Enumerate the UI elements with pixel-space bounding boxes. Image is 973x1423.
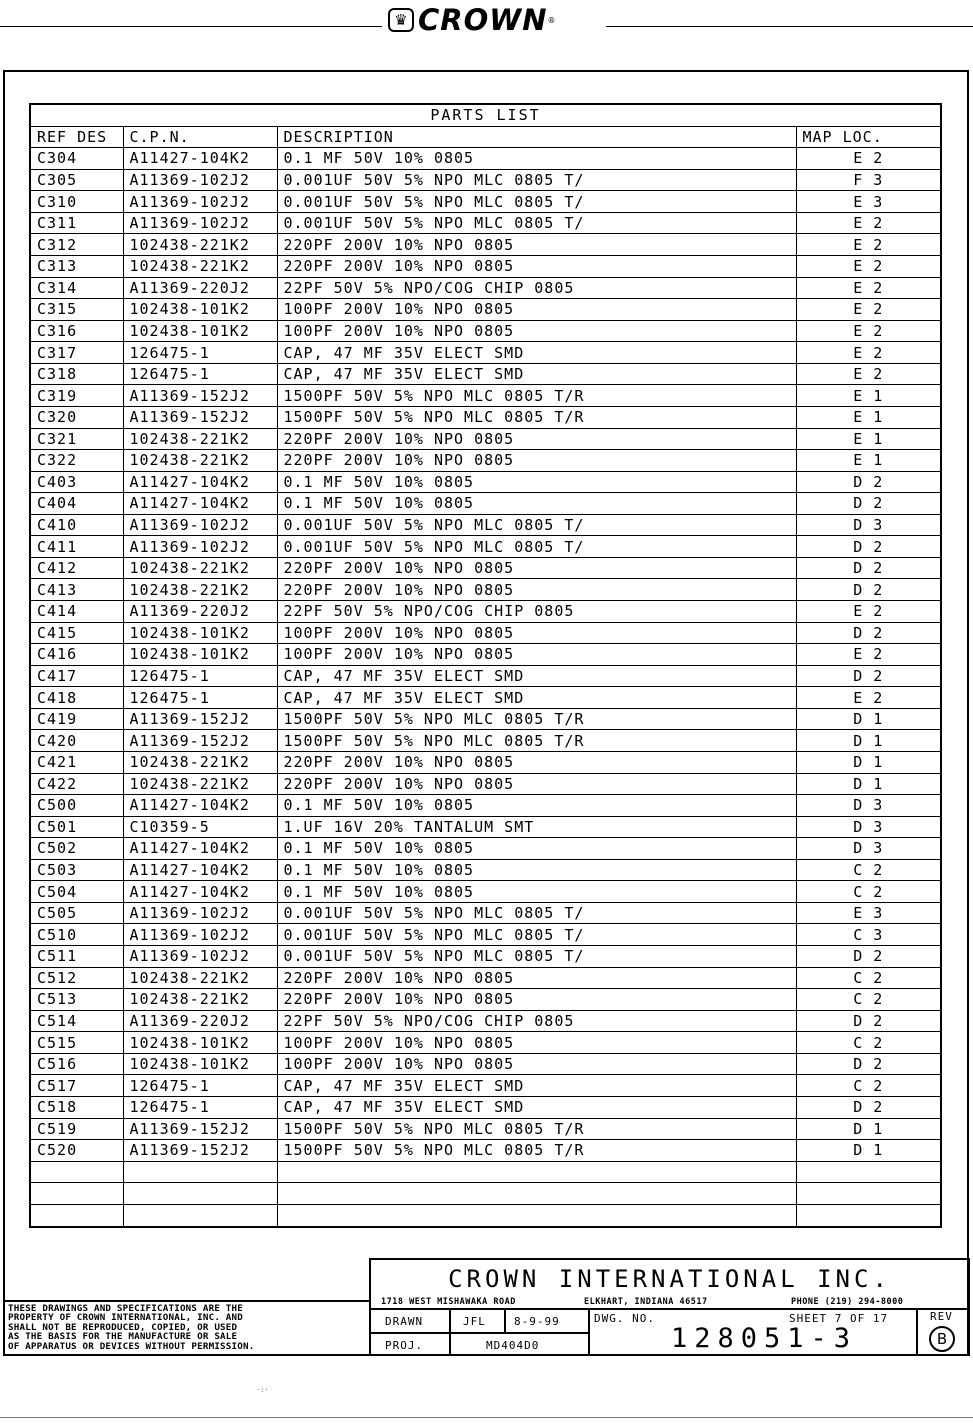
ref-des-cell: C511 — [30, 946, 123, 968]
description-cell: 0.1 MF 50V 10% 0805 — [277, 881, 796, 903]
ref-des-cell: C305 — [30, 169, 123, 191]
description-cell: 0.1 MF 50V 10% 0805 — [277, 795, 796, 817]
table-row — [30, 1096, 941, 1118]
map-loc-cell: D 3 — [796, 514, 941, 536]
table-row — [30, 601, 941, 623]
ref-des-cell: C313 — [30, 256, 123, 278]
description-cell: 100PF 200V 10% NPO 0805 — [277, 320, 796, 342]
cpn-cell: A11369-220J2 — [123, 1010, 277, 1032]
table-row — [30, 665, 941, 687]
disclaimer-rule — [3, 1300, 370, 1302]
ref-des-cell: C318 — [30, 363, 123, 385]
map-loc-cell: C 2 — [796, 859, 941, 881]
company-phone: PHONE (219) 294-8000 — [791, 1297, 904, 1307]
cpn-cell: A11369-102J2 — [123, 514, 277, 536]
ref-des-cell: C312 — [30, 234, 123, 256]
description-cell: 220PF 200V 10% NPO 0805 — [277, 428, 796, 450]
table-row — [30, 536, 941, 558]
description-cell: 1500PF 50V 5% NPO MLC 0805 T/R — [277, 708, 796, 730]
table-row — [30, 342, 941, 364]
column-header-cpn: C.P.N. — [123, 126, 277, 148]
parts-list-table — [29, 103, 942, 1228]
empty-table-row — [30, 1183, 941, 1205]
empty-cell — [796, 1204, 941, 1227]
empty-cell — [277, 1204, 796, 1227]
cpn-cell: 102438-101K2 — [123, 622, 277, 644]
cpn-cell: A11369-152J2 — [123, 406, 277, 428]
description-cell: 0.1 MF 50V 10% 0805 — [277, 838, 796, 860]
cpn-cell: A11427-104K2 — [123, 471, 277, 493]
table-row — [30, 838, 941, 860]
ref-des-cell: C404 — [30, 493, 123, 515]
empty-cell — [123, 1161, 277, 1183]
map-loc-cell: E 2 — [796, 299, 941, 321]
cpn-cell: A11427-104K2 — [123, 881, 277, 903]
description-cell: 220PF 200V 10% NPO 0805 — [277, 773, 796, 795]
disclaimer-line: PROPERTY OF CROWN INTERNATIONAL, INC. AND — [8, 1312, 243, 1324]
disclaimer-text — [8, 1304, 370, 1351]
company-city: ELKHART, INDIANA 46517 — [584, 1297, 708, 1307]
ref-des-cell: C410 — [30, 514, 123, 536]
map-loc-cell: D 3 — [796, 795, 941, 817]
map-loc-cell: E 2 — [796, 234, 941, 256]
ref-des-cell: C311 — [30, 212, 123, 234]
title-block-divider — [588, 1308, 590, 1356]
empty-table-row — [30, 1204, 941, 1227]
table-row — [30, 191, 941, 213]
ref-des-cell: C517 — [30, 1075, 123, 1097]
map-loc-cell: D 2 — [796, 622, 941, 644]
table-title-row — [30, 104, 941, 126]
map-loc-cell: E 3 — [796, 902, 941, 924]
empty-cell — [30, 1161, 123, 1183]
description-cell: 100PF 200V 10% NPO 0805 — [277, 644, 796, 666]
map-loc-cell: D 2 — [796, 471, 941, 493]
cpn-cell: A11369-102J2 — [123, 924, 277, 946]
ref-des-cell: C418 — [30, 687, 123, 709]
registered-mark: ® — [547, 15, 556, 25]
drawn-by: JFL — [463, 1315, 486, 1328]
map-loc-cell: C 2 — [796, 881, 941, 903]
ref-des-cell: C315 — [30, 299, 123, 321]
table-row — [30, 579, 941, 601]
map-loc-cell: C 2 — [796, 1075, 941, 1097]
page-bottom-rule — [0, 1417, 973, 1418]
cpn-cell: 126475-1 — [123, 363, 277, 385]
ref-des-cell: C513 — [30, 989, 123, 1011]
cpn-cell: A11369-152J2 — [123, 385, 277, 407]
description-cell: 0.1 MF 50V 10% 0805 — [277, 471, 796, 493]
title-block-divider — [449, 1308, 451, 1356]
table-row — [30, 148, 941, 170]
map-loc-cell: E 2 — [796, 644, 941, 666]
map-loc-cell: C 2 — [796, 1032, 941, 1054]
cpn-cell: 126475-1 — [123, 687, 277, 709]
table-row — [30, 881, 941, 903]
map-loc-cell: E 2 — [796, 277, 941, 299]
ref-des-cell: C422 — [30, 773, 123, 795]
description-cell: 22PF 50V 5% NPO/COG CHIP 0805 — [277, 1010, 796, 1032]
map-loc-cell: D 1 — [796, 730, 941, 752]
column-header-ref-des: REF DES — [30, 126, 123, 148]
company-name: CROWN INTERNATIONAL INC. — [448, 1265, 891, 1293]
empty-cell — [796, 1161, 941, 1183]
scan-artifact: ·:· — [256, 1386, 269, 1394]
disclaimer-line: THESE DRAWINGS AND SPECIFICATIONS ARE THE — [8, 1303, 243, 1314]
table-row — [30, 1118, 941, 1140]
map-loc-cell: D 2 — [796, 1096, 941, 1118]
title-block-divider — [371, 1308, 968, 1310]
ref-des-cell: C516 — [30, 1053, 123, 1075]
header-rule-right — [606, 26, 973, 27]
empty-cell — [277, 1183, 796, 1205]
table-row — [30, 471, 941, 493]
map-loc-cell: D 2 — [796, 1053, 941, 1075]
cpn-cell: 102438-101K2 — [123, 299, 277, 321]
table-row — [30, 385, 941, 407]
map-loc-cell: D 2 — [796, 946, 941, 968]
description-cell: 1.UF 16V 20% TANTALUM SMT — [277, 816, 796, 838]
ref-des-cell: C416 — [30, 644, 123, 666]
map-loc-cell: E 1 — [796, 385, 941, 407]
table-row — [30, 902, 941, 924]
cpn-cell: A11369-102J2 — [123, 536, 277, 558]
map-loc-cell: E 1 — [796, 406, 941, 428]
cpn-cell: 102438-221K2 — [123, 579, 277, 601]
ref-des-cell: C415 — [30, 622, 123, 644]
description-cell: 0.001UF 50V 5% NPO MLC 0805 T/ — [277, 924, 796, 946]
table-row — [30, 406, 941, 428]
cpn-cell: A11369-152J2 — [123, 1140, 277, 1162]
cpn-cell: 102438-221K2 — [123, 234, 277, 256]
map-loc-cell: D 1 — [796, 708, 941, 730]
description-cell: CAP, 47 MF 35V ELECT SMD — [277, 1075, 796, 1097]
drawn-label: DRAWN — [385, 1315, 424, 1328]
cpn-cell: A11369-220J2 — [123, 601, 277, 623]
cpn-cell: C10359-5 — [123, 816, 277, 838]
ref-des-cell: C512 — [30, 967, 123, 989]
rev-letter: B — [929, 1326, 955, 1352]
map-loc-cell: D 2 — [796, 493, 941, 515]
drawn-date: 8-9-99 — [514, 1315, 560, 1328]
map-loc-cell: C 2 — [796, 967, 941, 989]
ref-des-cell: C421 — [30, 751, 123, 773]
cpn-cell: A11427-104K2 — [123, 493, 277, 515]
ref-des-cell: C411 — [30, 536, 123, 558]
table-row — [30, 687, 941, 709]
map-loc-cell: C 2 — [796, 989, 941, 1011]
table-row — [30, 859, 941, 881]
table-row — [30, 924, 941, 946]
ref-des-cell: C316 — [30, 320, 123, 342]
proj-label: PROJ. — [385, 1339, 424, 1352]
description-cell: 220PF 200V 10% NPO 0805 — [277, 579, 796, 601]
cpn-cell: A11369-152J2 — [123, 1118, 277, 1140]
ref-des-cell: C413 — [30, 579, 123, 601]
ref-des-cell: C320 — [30, 406, 123, 428]
ref-des-cell: C514 — [30, 1010, 123, 1032]
description-cell: 100PF 200V 10% NPO 0805 — [277, 1053, 796, 1075]
ref-des-cell: C519 — [30, 1118, 123, 1140]
map-loc-cell: D 2 — [796, 665, 941, 687]
table-header-row — [30, 126, 941, 148]
ref-des-cell: C322 — [30, 450, 123, 472]
map-loc-cell: D 3 — [796, 816, 941, 838]
description-cell: 1500PF 50V 5% NPO MLC 0805 T/R — [277, 385, 796, 407]
table-row — [30, 1075, 941, 1097]
ref-des-cell: C500 — [30, 795, 123, 817]
empty-cell — [277, 1161, 796, 1183]
title-block-divider — [371, 1332, 589, 1334]
empty-cell — [123, 1204, 277, 1227]
ref-des-cell: C314 — [30, 277, 123, 299]
description-cell: 0.001UF 50V 5% NPO MLC 0805 T/ — [277, 514, 796, 536]
map-loc-cell: E 2 — [796, 687, 941, 709]
cpn-cell: A11369-102J2 — [123, 169, 277, 191]
empty-cell — [123, 1183, 277, 1205]
ref-des-cell: C419 — [30, 708, 123, 730]
table-row — [30, 493, 941, 515]
table-row — [30, 234, 941, 256]
map-loc-cell: E 2 — [796, 148, 941, 170]
map-loc-cell: E 2 — [796, 601, 941, 623]
description-cell: 220PF 200V 10% NPO 0805 — [277, 234, 796, 256]
cpn-cell: 102438-221K2 — [123, 989, 277, 1011]
description-cell: 0.1 MF 50V 10% 0805 — [277, 859, 796, 881]
map-loc-cell: E 1 — [796, 428, 941, 450]
map-loc-cell: D 2 — [796, 557, 941, 579]
table-row — [30, 363, 941, 385]
map-loc-cell: E 2 — [796, 256, 941, 278]
table-row — [30, 989, 941, 1011]
cpn-cell: 102438-221K2 — [123, 967, 277, 989]
map-loc-cell: E 2 — [796, 212, 941, 234]
map-loc-cell: D 2 — [796, 536, 941, 558]
description-cell: 1500PF 50V 5% NPO MLC 0805 T/R — [277, 730, 796, 752]
map-loc-cell: D 2 — [796, 1010, 941, 1032]
map-loc-cell: D 1 — [796, 1140, 941, 1162]
map-loc-cell: E 2 — [796, 363, 941, 385]
dwg-no-label: DWG. NO. — [594, 1312, 655, 1325]
table-row — [30, 212, 941, 234]
ref-des-cell: C505 — [30, 902, 123, 924]
description-cell: 220PF 200V 10% NPO 0805 — [277, 256, 796, 278]
cpn-cell: 126475-1 — [123, 665, 277, 687]
empty-table-row — [30, 1161, 941, 1183]
cpn-cell: 102438-221K2 — [123, 773, 277, 795]
table-row — [30, 428, 941, 450]
table-row — [30, 299, 941, 321]
title-block-divider — [916, 1308, 918, 1356]
description-cell: 22PF 50V 5% NPO/COG CHIP 0805 — [277, 277, 796, 299]
ref-des-cell: C510 — [30, 924, 123, 946]
description-cell: 100PF 200V 10% NPO 0805 — [277, 622, 796, 644]
ref-des-cell: C403 — [30, 471, 123, 493]
ref-des-cell: C515 — [30, 1032, 123, 1054]
title-block-divider — [504, 1308, 506, 1332]
ref-des-cell: C417 — [30, 665, 123, 687]
description-cell: CAP, 47 MF 35V ELECT SMD — [277, 363, 796, 385]
crown-icon: ♛ — [388, 8, 414, 32]
ref-des-cell: C310 — [30, 191, 123, 213]
cpn-cell: 102438-221K2 — [123, 256, 277, 278]
description-cell: 100PF 200V 10% NPO 0805 — [277, 1032, 796, 1054]
column-header-description: DESCRIPTION — [277, 126, 796, 148]
company-address: 1718 WEST MISHAWAKA ROAD — [381, 1297, 516, 1307]
ref-des-cell: C317 — [30, 342, 123, 364]
ref-des-cell: C503 — [30, 859, 123, 881]
table-row — [30, 1053, 941, 1075]
ref-des-cell: C420 — [30, 730, 123, 752]
cpn-cell: A11427-104K2 — [123, 795, 277, 817]
table-row — [30, 730, 941, 752]
table-row — [30, 1140, 941, 1162]
description-cell: CAP, 47 MF 35V ELECT SMD — [277, 342, 796, 364]
table-row — [30, 277, 941, 299]
cpn-cell: A11427-104K2 — [123, 838, 277, 860]
description-cell: 22PF 50V 5% NPO/COG CHIP 0805 — [277, 601, 796, 623]
map-loc-cell: C 3 — [796, 924, 941, 946]
empty-cell — [30, 1183, 123, 1205]
table-title: PARTS LIST — [30, 104, 941, 126]
table-row — [30, 708, 941, 730]
cpn-cell: A11369-102J2 — [123, 212, 277, 234]
description-cell: 100PF 200V 10% NPO 0805 — [277, 299, 796, 321]
cpn-cell: A11369-220J2 — [123, 277, 277, 299]
map-loc-cell: E 2 — [796, 320, 941, 342]
header-rule-left — [0, 26, 382, 27]
ref-des-cell: C502 — [30, 838, 123, 860]
brand-name: CROWN — [418, 2, 548, 37]
drawing-number: 128051-3 — [671, 1323, 858, 1354]
ref-des-cell: C319 — [30, 385, 123, 407]
table-row — [30, 644, 941, 666]
cpn-cell: A11427-104K2 — [123, 859, 277, 881]
map-loc-cell: D 1 — [796, 1118, 941, 1140]
description-cell: 220PF 200V 10% NPO 0805 — [277, 989, 796, 1011]
table-row — [30, 256, 941, 278]
description-cell: 0.1 MF 50V 10% 0805 — [277, 148, 796, 170]
map-loc-cell: F 3 — [796, 169, 941, 191]
description-cell: 0.001UF 50V 5% NPO MLC 0805 T/ — [277, 902, 796, 924]
disclaimer-line: OF APPARATUS OR DEVICES WITHOUT PERMISSION. — [8, 1340, 255, 1352]
cpn-cell: 102438-101K2 — [123, 1032, 277, 1054]
ref-des-cell: C504 — [30, 881, 123, 903]
table-row — [30, 946, 941, 968]
cpn-cell: 102438-101K2 — [123, 1053, 277, 1075]
cpn-cell: 102438-101K2 — [123, 320, 277, 342]
table-row — [30, 450, 941, 472]
cpn-cell: A11369-102J2 — [123, 946, 277, 968]
table-row — [30, 1010, 941, 1032]
table-row — [30, 1032, 941, 1054]
table-row — [30, 320, 941, 342]
cpn-cell: 126475-1 — [123, 1096, 277, 1118]
table-row — [30, 557, 941, 579]
map-loc-cell: D 2 — [796, 579, 941, 601]
ref-des-cell: C321 — [30, 428, 123, 450]
map-loc-cell: E 3 — [796, 191, 941, 213]
map-loc-cell: D 1 — [796, 773, 941, 795]
rev-label: REV — [930, 1310, 953, 1323]
table-row — [30, 795, 941, 817]
ref-des-cell: C518 — [30, 1096, 123, 1118]
description-cell: 0.001UF 50V 5% NPO MLC 0805 T/ — [277, 536, 796, 558]
description-cell: 1500PF 50V 5% NPO MLC 0805 T/R — [277, 1140, 796, 1162]
ref-des-cell: C414 — [30, 601, 123, 623]
description-cell: 0.001UF 50V 5% NPO MLC 0805 T/ — [277, 191, 796, 213]
cpn-cell: 102438-221K2 — [123, 428, 277, 450]
table-row — [30, 816, 941, 838]
description-cell: 220PF 200V 10% NPO 0805 — [277, 557, 796, 579]
description-cell: CAP, 47 MF 35V ELECT SMD — [277, 1096, 796, 1118]
description-cell: 1500PF 50V 5% NPO MLC 0805 T/R — [277, 1118, 796, 1140]
table-row — [30, 514, 941, 536]
map-loc-cell: E 2 — [796, 342, 941, 364]
description-cell: 220PF 200V 10% NPO 0805 — [277, 751, 796, 773]
column-header-map-loc: MAP LOC. — [796, 126, 941, 148]
ref-des-cell: C304 — [30, 148, 123, 170]
title-block — [369, 1258, 970, 1356]
description-cell: 1500PF 50V 5% NPO MLC 0805 T/R — [277, 406, 796, 428]
empty-cell — [796, 1183, 941, 1205]
description-cell: 0.001UF 50V 5% NPO MLC 0805 T/ — [277, 212, 796, 234]
description-cell: CAP, 47 MF 35V ELECT SMD — [277, 665, 796, 687]
cpn-cell: A11369-152J2 — [123, 730, 277, 752]
description-cell: 0.001UF 50V 5% NPO MLC 0805 T/ — [277, 169, 796, 191]
sheet-number: SHEET 7 OF 17 — [789, 1312, 889, 1325]
description-cell: 220PF 200V 10% NPO 0805 — [277, 450, 796, 472]
map-loc-cell: D 3 — [796, 838, 941, 860]
disclaimer-line: AS THE BASIS FOR THE MANUFACTURE OR SALE — [8, 1331, 238, 1343]
cpn-cell: A11369-152J2 — [123, 708, 277, 730]
cpn-cell: A11369-102J2 — [123, 191, 277, 213]
table-row — [30, 773, 941, 795]
cpn-cell: 126475-1 — [123, 342, 277, 364]
description-cell: 0.1 MF 50V 10% 0805 — [277, 493, 796, 515]
description-cell: CAP, 47 MF 35V ELECT SMD — [277, 687, 796, 709]
disclaimer-line: SHALL NOT BE REPRODUCED, COPIED, OR USED — [8, 1321, 238, 1333]
cpn-cell: A11427-104K2 — [123, 148, 277, 170]
cpn-cell: 102438-221K2 — [123, 557, 277, 579]
cpn-cell: 102438-221K2 — [123, 450, 277, 472]
table-row — [30, 967, 941, 989]
ref-des-cell: C501 — [30, 816, 123, 838]
ref-des-cell: C520 — [30, 1140, 123, 1162]
description-cell: 220PF 200V 10% NPO 0805 — [277, 967, 796, 989]
table-row — [30, 751, 941, 773]
ref-des-cell: C412 — [30, 557, 123, 579]
cpn-cell: 126475-1 — [123, 1075, 277, 1097]
proj-number: MD404D0 — [486, 1339, 540, 1352]
map-loc-cell: D 1 — [796, 751, 941, 773]
crown-logo — [388, 4, 600, 36]
empty-cell — [30, 1204, 123, 1227]
table-row — [30, 169, 941, 191]
map-loc-cell: E 1 — [796, 450, 941, 472]
cpn-cell: A11369-102J2 — [123, 902, 277, 924]
description-cell: 0.001UF 50V 5% NPO MLC 0805 T/ — [277, 946, 796, 968]
cpn-cell: 102438-221K2 — [123, 751, 277, 773]
table-row — [30, 622, 941, 644]
cpn-cell: 102438-101K2 — [123, 644, 277, 666]
